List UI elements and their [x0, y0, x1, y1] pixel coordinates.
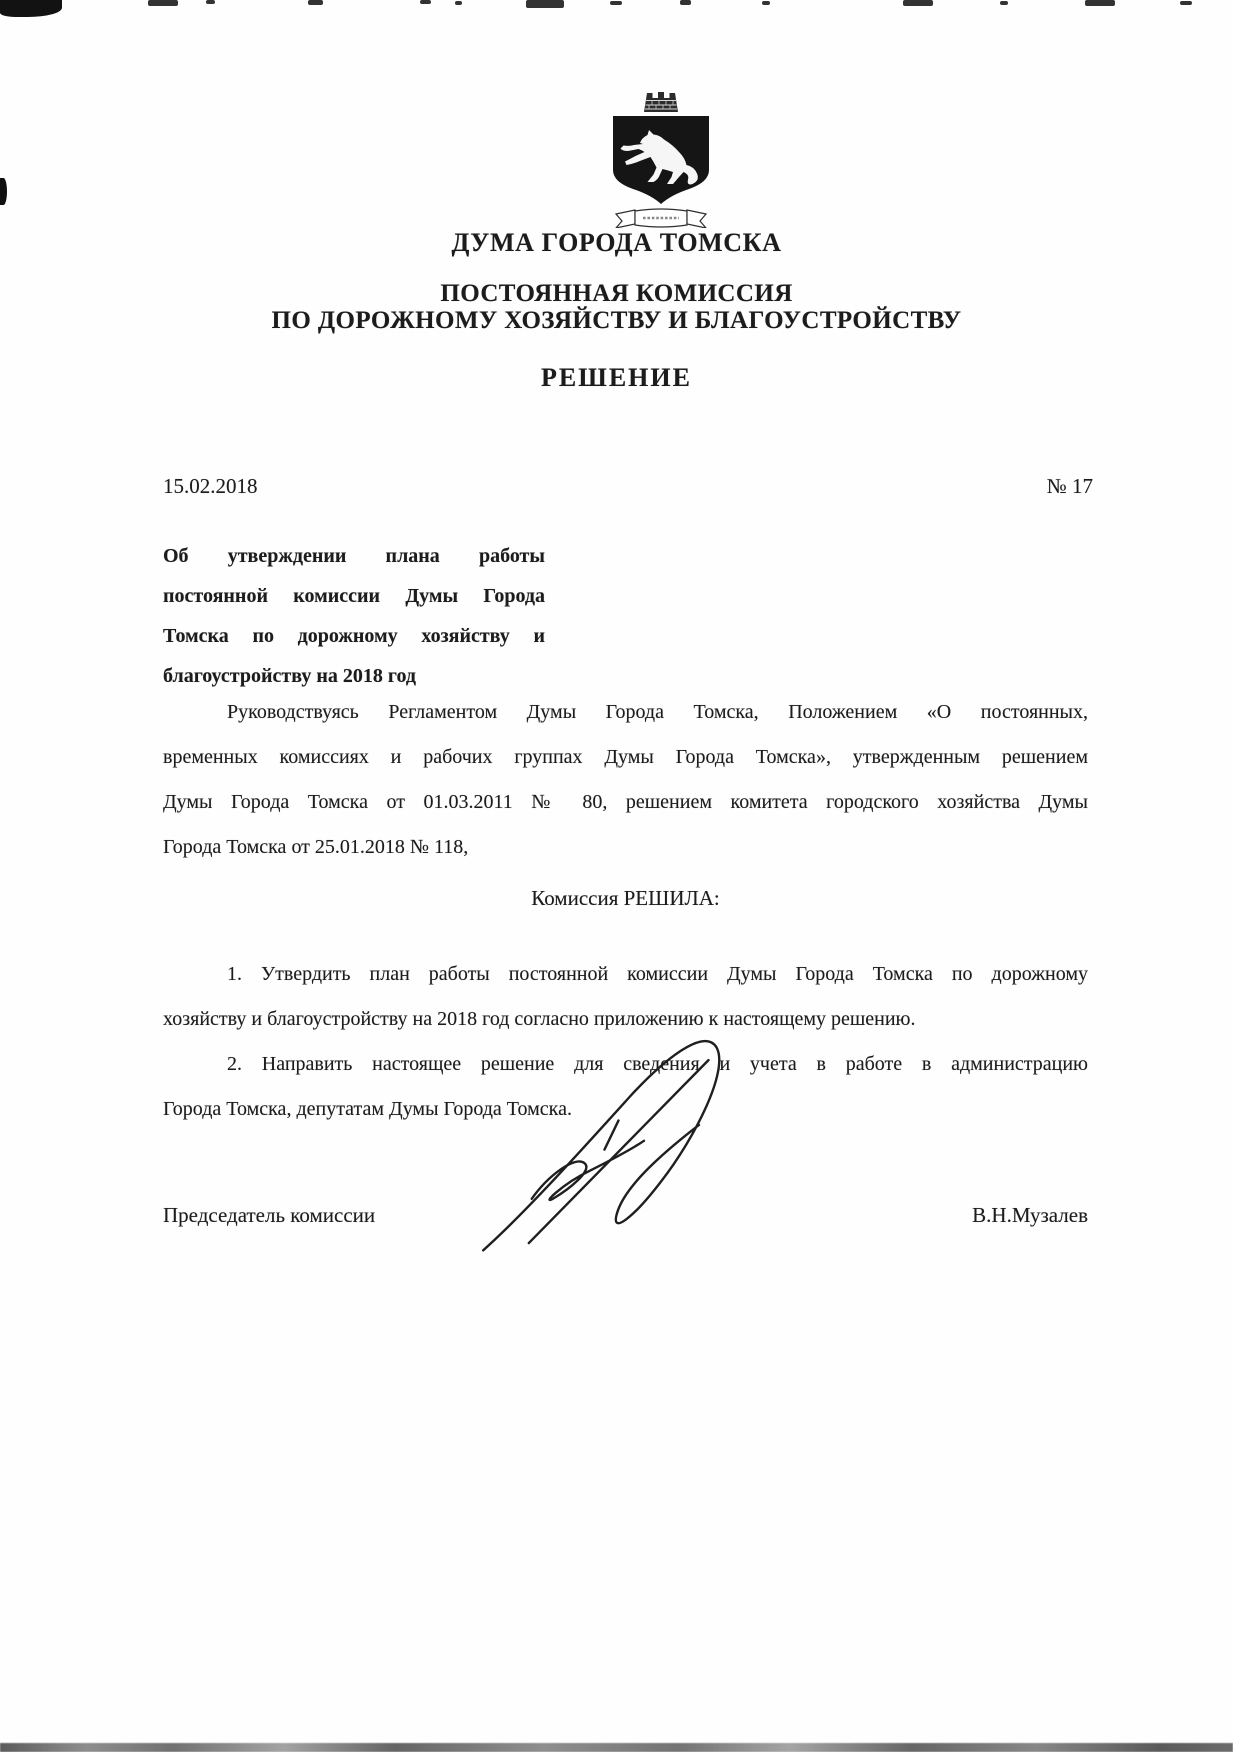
subject-line: Томска по дорожному хозяйству и: [163, 625, 545, 647]
commission-title-line2: ПО ДОРОЖНОМУ ХОЗЯЙСТВУ И БЛАГОУСТРОЙСТВУ: [271, 307, 962, 334]
preamble-line: Думы Города Томска от 01.03.2011 № 80, решением комитета городского хозяйства Думы: [163, 791, 1088, 813]
tomsk-coat-of-arms-icon: [611, 88, 711, 228]
signature-block: [163, 1203, 1088, 1228]
scan-artifact: [762, 1, 770, 5]
doc-date: 15.02.2018: [163, 474, 258, 498]
scan-artifact: [455, 1, 462, 5]
signer-title: Председатель комиссии: [163, 1203, 376, 1227]
subject-line: постоянной комиссии Думы Города: [163, 585, 545, 607]
commission-title-line1: ПОСТОЯННАЯ КОМИССИЯ: [440, 280, 793, 307]
doc-subject: [163, 536, 545, 696]
scan-artifact: [526, 0, 564, 8]
preamble-line: временных комиссиях и рабочих группах Думы Города Томска», утвержденным решением: [163, 746, 1088, 768]
scan-artifact: [610, 1, 622, 5]
item-line: 2. Направить настоящее решение для сведения и учета в работе в администрацию: [227, 1053, 1088, 1075]
scan-artifact: [1000, 1, 1008, 5]
scan-artifact: [903, 0, 933, 6]
scan-artifact: [148, 0, 178, 6]
org-name: ДУМА ГОРОДА ТОМСКА: [451, 228, 782, 257]
subject-line: Об утверждении плана работы: [163, 545, 545, 567]
letterhead-emblem: [0, 88, 1233, 228]
scan-artifact: [1180, 1, 1192, 5]
scan-artifact: [308, 0, 323, 5]
item-line: Города Томска, депутатам Думы Города Томска.: [163, 1098, 572, 1120]
item-line: 1. Утвердить план работы постоянной комиссии Думы Города Томска по дорожному: [227, 963, 1088, 985]
preamble: [163, 690, 1088, 870]
scan-artifact: [206, 0, 215, 4]
subject-line: благоустройству на 2018 год: [163, 665, 416, 687]
resolution-heading: Комиссия РЕШИЛА:: [531, 886, 720, 910]
signer-name: В.Н.Музалев: [972, 1203, 1088, 1227]
scan-artifact-left-edge: [0, 178, 7, 205]
scan-artifact-corner: [0, 0, 62, 17]
item-line: хозяйству и благоустройству на 2018 год согласно приложению к настоящему решению.: [163, 1008, 916, 1030]
scan-artifact: [420, 0, 431, 4]
preamble-line: Города Томска от 25.01.2018 № 118,: [163, 836, 469, 858]
document-type-heading: РЕШЕНИЕ: [541, 363, 692, 392]
preamble-line: Руководствуясь Регламентом Думы Города Томска, Положением «О постоянных,: [227, 701, 1088, 723]
scan-artifact: [1085, 0, 1115, 6]
doc-number: № 17: [1046, 474, 1093, 498]
scan-artifact: [680, 0, 691, 5]
scan-artifact-bottom-band: [0, 1743, 1233, 1752]
doc-meta-row: [163, 474, 1093, 499]
